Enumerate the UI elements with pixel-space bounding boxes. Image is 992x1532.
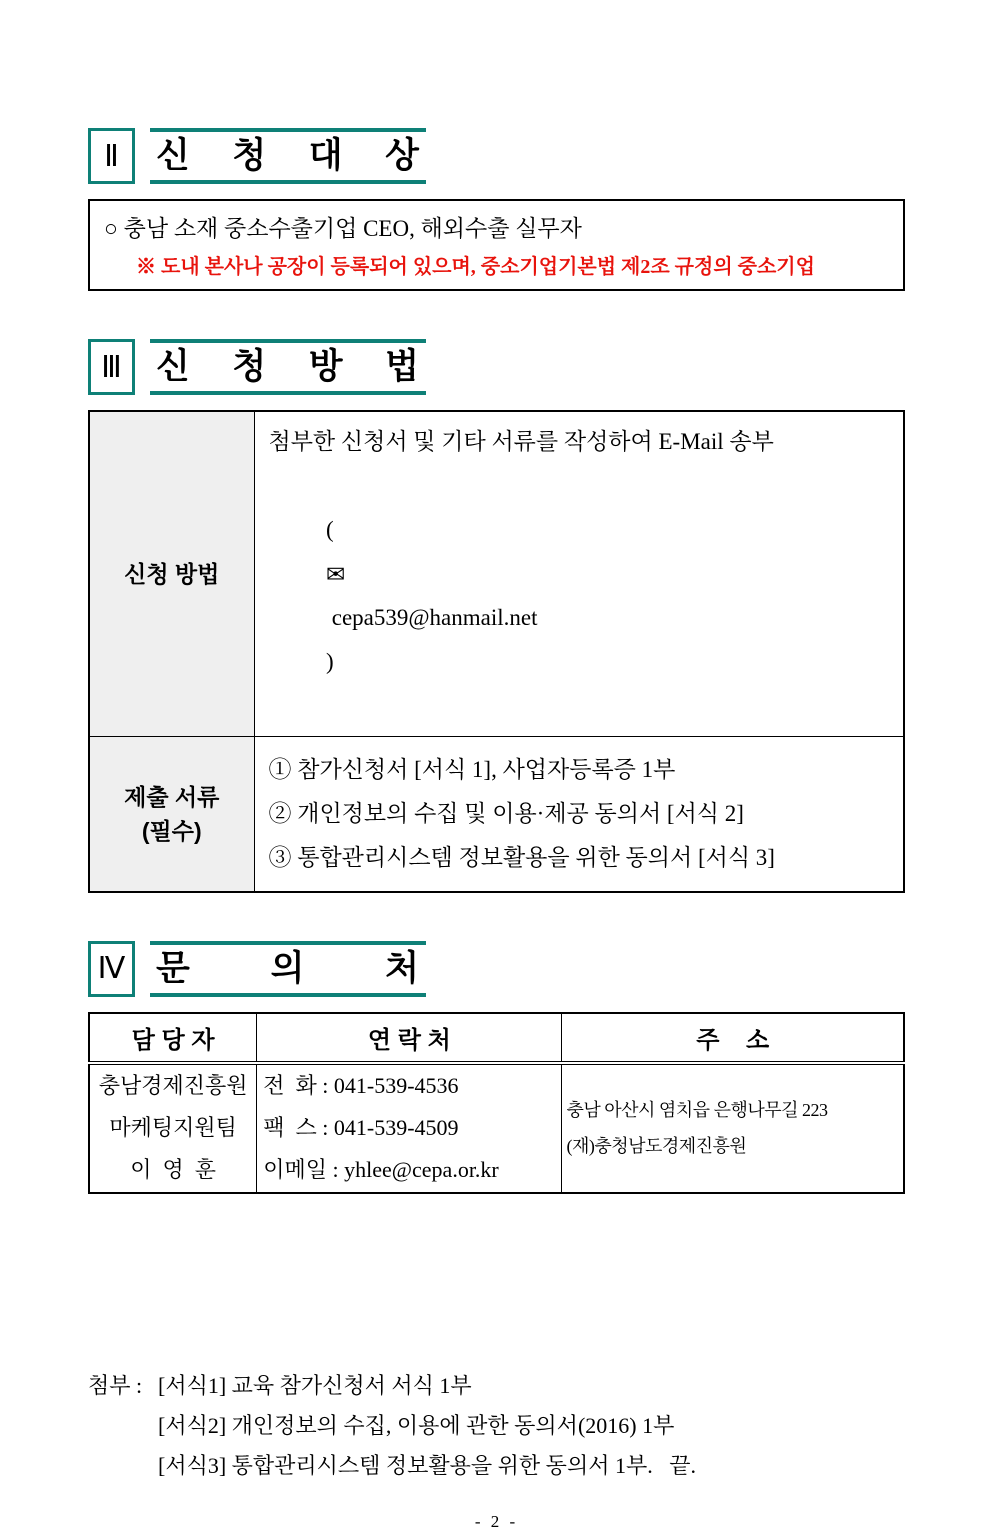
attachment-item: [서식3] 통합관리시스템 정보활용을 위한 동의서 1부. 끝.	[158, 1452, 696, 1478]
email-address: cepa539@hanmail.net	[326, 605, 538, 630]
email-close-paren: )	[326, 649, 334, 674]
attachments-list	[158, 1366, 696, 1486]
method-row2-label-line1: 제출 서류	[124, 783, 220, 810]
required-doc-item: ③ 통합관리시스템 정보활용을 위한 동의서 [서식 3]	[268, 844, 775, 870]
attachment-item: [서식1] 교육 참가신청서 서식 1부	[158, 1372, 472, 1398]
section-target-numeral: Ⅱ	[88, 128, 135, 184]
attachment-item: [서식2] 개인정보의 수집, 이용에 관한 동의서(2016) 1부	[158, 1412, 675, 1438]
table-row	[89, 411, 904, 737]
target-bullet-line: ○ 충남 소재 중소수출기업 CEO, 해외수출 실무자	[104, 216, 582, 241]
method-row2-label-line2: (필수)	[141, 817, 202, 844]
contact-person-cell	[89, 1063, 257, 1193]
section-method-header	[88, 339, 905, 395]
section-target-title: 신 청 대 상	[150, 128, 426, 184]
contact-header-person: 담 당 자	[89, 1013, 257, 1063]
method-table	[88, 410, 905, 893]
required-doc-item: ① 참가신청서 [서식 1], 사업자등록증 1부	[268, 756, 676, 782]
address-line: 충남 아산시 염치읍 은행나무길 223	[566, 1100, 828, 1120]
contact-name: 이 영 훈	[130, 1157, 216, 1182]
contact-email: 이메일 : yhlee@cepa.or.kr	[263, 1157, 499, 1182]
contact-team: 마케팅지원팀	[109, 1115, 237, 1140]
contact-org: 충남경제진흥원	[98, 1073, 248, 1098]
email-line	[269, 464, 890, 728]
attachments-prefix: 첨부 :	[88, 1372, 143, 1398]
target-note-line: ※ 도내 본사나 공장이 등록되어 있으며, 중소기업기본법 제2조 규정의 중소기업	[136, 256, 815, 278]
attachments-block	[88, 1366, 905, 1486]
table-row	[89, 737, 904, 892]
method-email-instruction: 첨부한 신청서 및 기타 서류를 작성하여 E-Mail 송부	[268, 429, 774, 454]
email-open-paren: (	[326, 517, 334, 542]
contact-header-address: 주 소	[562, 1013, 904, 1063]
contact-address-cell	[562, 1063, 904, 1193]
contact-body-row	[89, 1063, 904, 1193]
target-box	[88, 199, 905, 291]
required-doc-item: ② 개인정보의 수집 및 이용·제공 동의서 [서식 2]	[268, 800, 744, 826]
method-row2-label	[89, 737, 254, 892]
method-row2-content	[254, 737, 904, 892]
contact-fax: 팩 스 : 041-539-4509	[263, 1115, 459, 1140]
contact-table	[88, 1012, 905, 1194]
envelope-icon: ✉	[326, 562, 346, 587]
method-row1-content	[254, 411, 904, 737]
contact-phone: 전 화 : 041-539-4536	[263, 1073, 459, 1098]
contact-header-contact: 연 락 처	[257, 1013, 562, 1063]
address-line: (재)충청남도경제진흥원	[566, 1136, 747, 1156]
page-number: - 2 -	[474, 1511, 519, 1531]
method-row1-label: 신청 방법	[89, 411, 254, 737]
section-method-numeral: Ⅲ	[88, 339, 135, 395]
section-target-header	[88, 128, 905, 184]
section-inquiry-header	[88, 941, 905, 997]
section-method-title: 신 청 방 법	[150, 339, 426, 395]
section-inquiry-numeral: Ⅳ	[88, 941, 135, 997]
section-inquiry-title: 문 의 처	[150, 941, 426, 997]
contact-info-cell	[257, 1063, 562, 1193]
contact-header-row	[89, 1013, 904, 1063]
